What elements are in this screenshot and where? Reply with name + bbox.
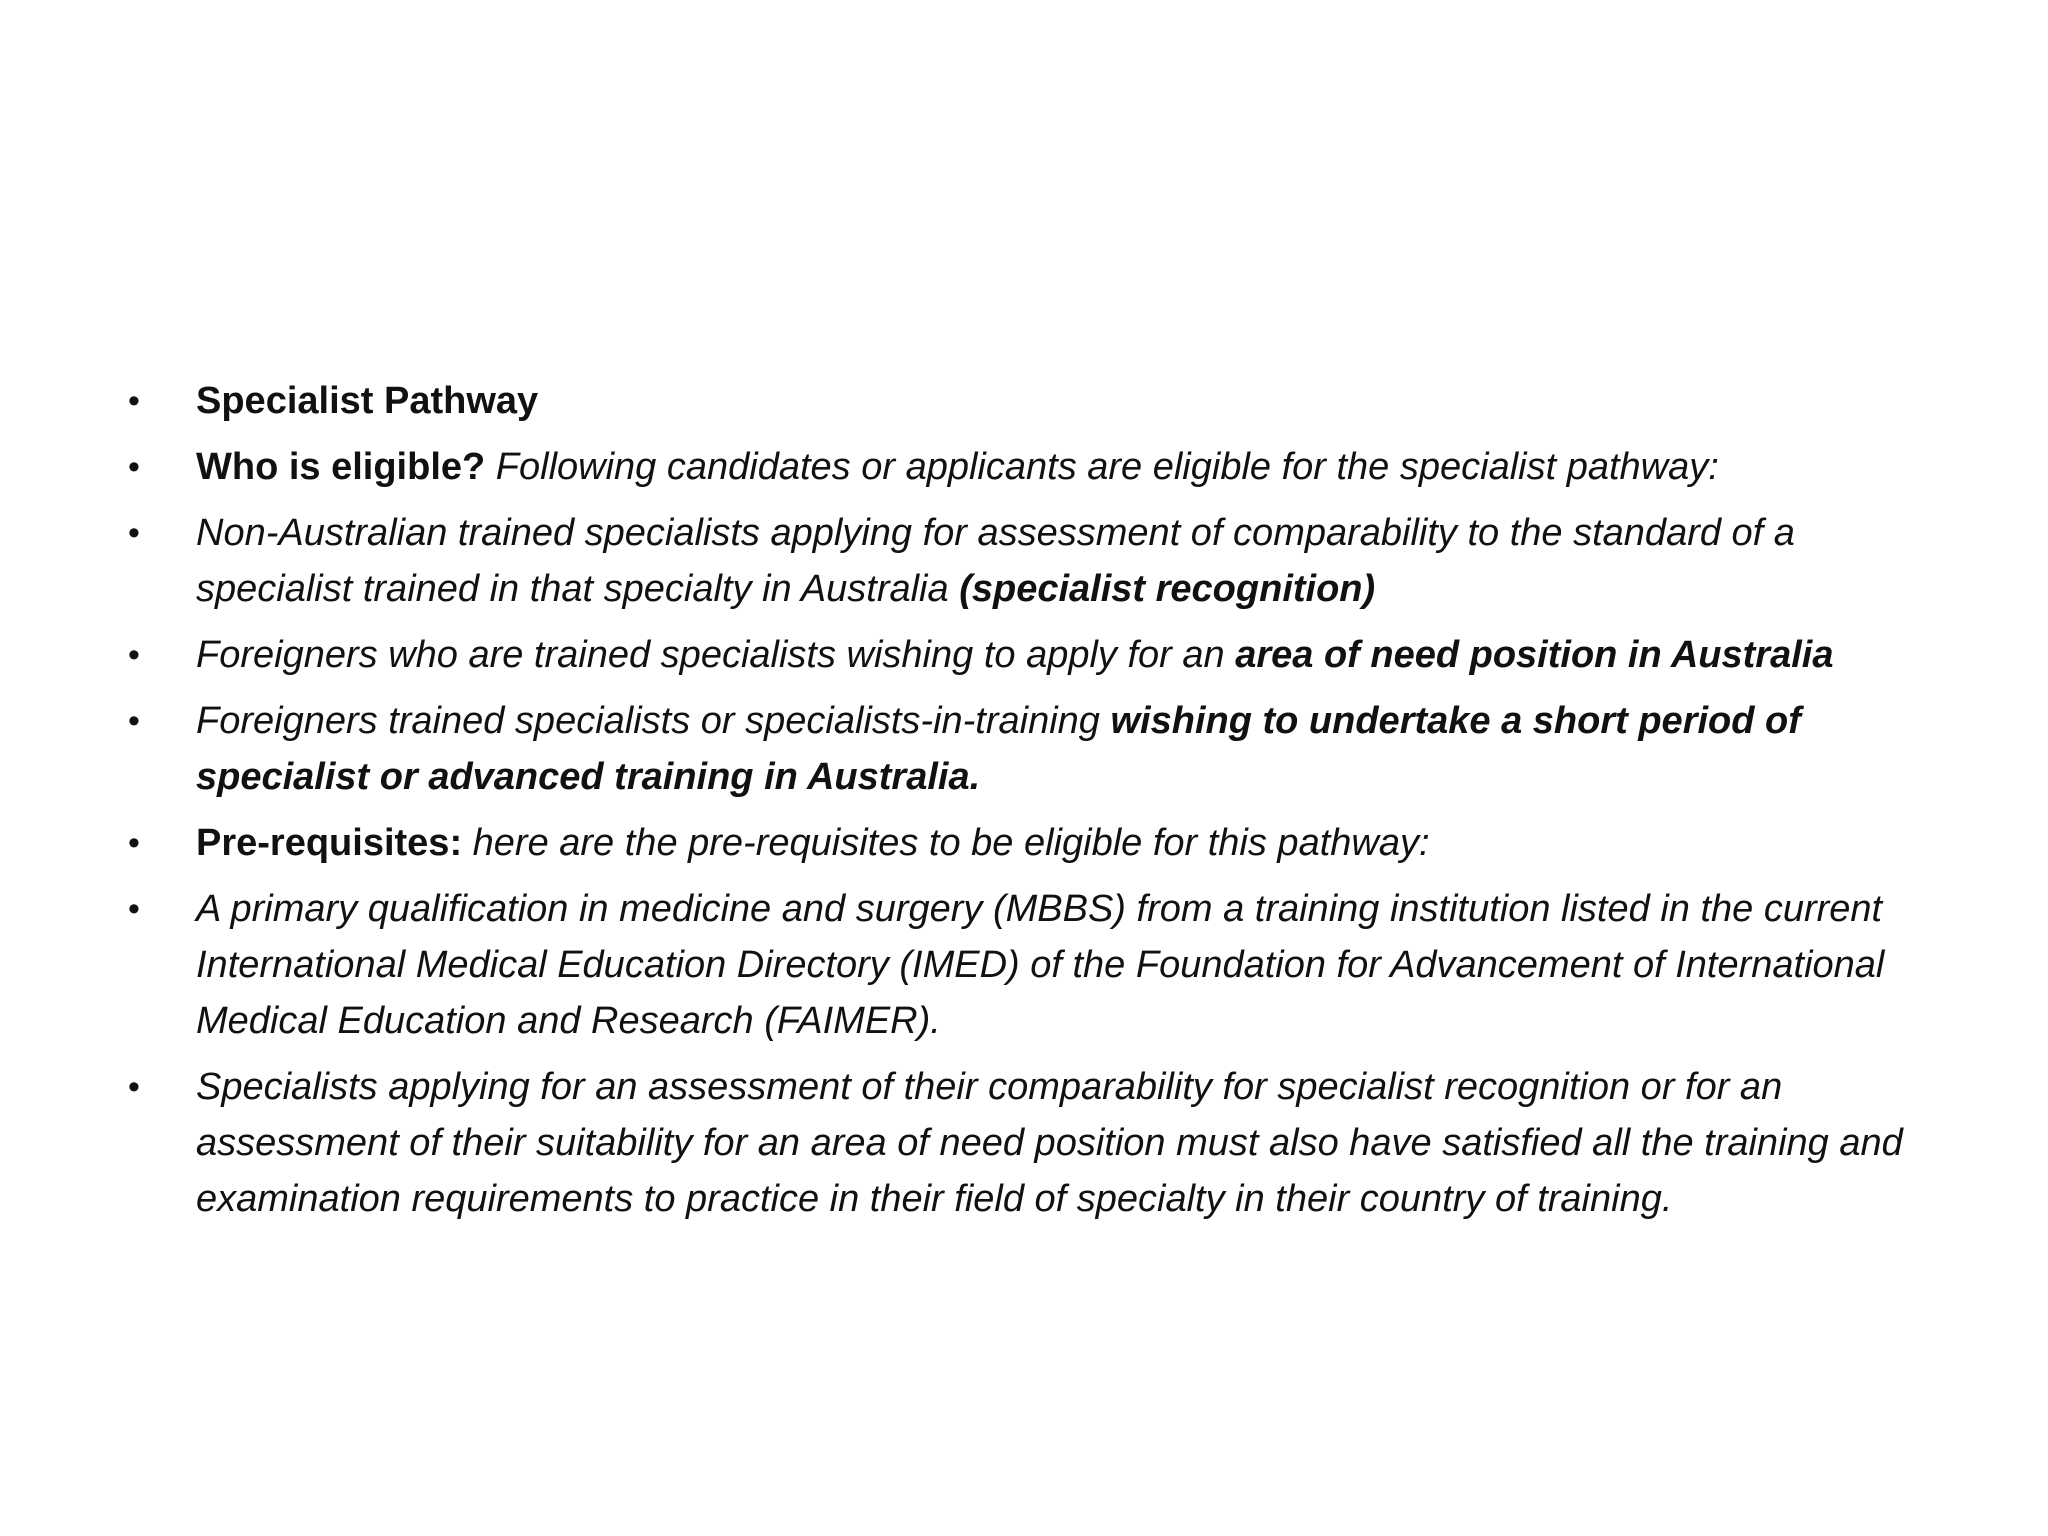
bullet-item [120,881,1950,1049]
bullet-text: Pre-requisites: [196,822,473,864]
bullet-item [120,815,1950,871]
bullet-text: A primary qualification in medicine and surgery (MBBS) from a training institution listed in the current International Medical Education Directory (IMED) of the Foundation for Advancement of International Medical Education and Research (FAIMER). [196,888,1885,1042]
bullet-text: Specialists applying for an assessment of their comparability for specialist recognition or for an assessment of their suitability for an area of need position must also have satisfied all the training and examination requirements to practice in their field of specialty in their country of training. [196,1066,1903,1220]
bullet-item [120,627,1950,683]
bullet-text: Specialist Pathway [196,380,539,422]
bullet-item [120,1059,1950,1227]
bullet-icon: • [128,636,140,674]
bullet-icon: • [128,382,140,420]
bullet-text: area of need position in Australia [1235,634,1834,676]
bullet-text: here are the pre-requisites to be eligible for this pathway: [472,822,1430,864]
bullet-icon: • [128,824,140,862]
bullet-text: Who is eligible? [196,446,496,488]
bullet-text: Foreigners trained specialists or specialists-in-training [196,700,1111,742]
bullet-item [120,373,1950,429]
bullet-icon: • [128,1068,140,1106]
bullet-text: Non-Australian trained specialists applying for assessment of comparability to the standard of a specialist trained in that specialty in Australia [196,512,1795,610]
bullet-text: (specialist recognition) [959,568,1376,610]
bullet-icon: • [128,702,140,740]
bullet-icon: • [128,514,140,552]
bullet-item [120,439,1950,495]
bullet-text: wishing to undertake a short period of specialist or advanced training in Australia. [196,700,1801,798]
bullet-icon: • [128,448,140,486]
bullet-text: Following candidates or applicants are eligible for the specialist pathway: [495,446,1719,488]
bullet-icon: • [128,890,140,928]
bullet-list [120,373,1950,1237]
bullet-text: Foreigners who are trained specialists wishing to apply for an [196,634,1236,676]
bullet-item [120,693,1950,805]
bullet-item [120,505,1950,617]
